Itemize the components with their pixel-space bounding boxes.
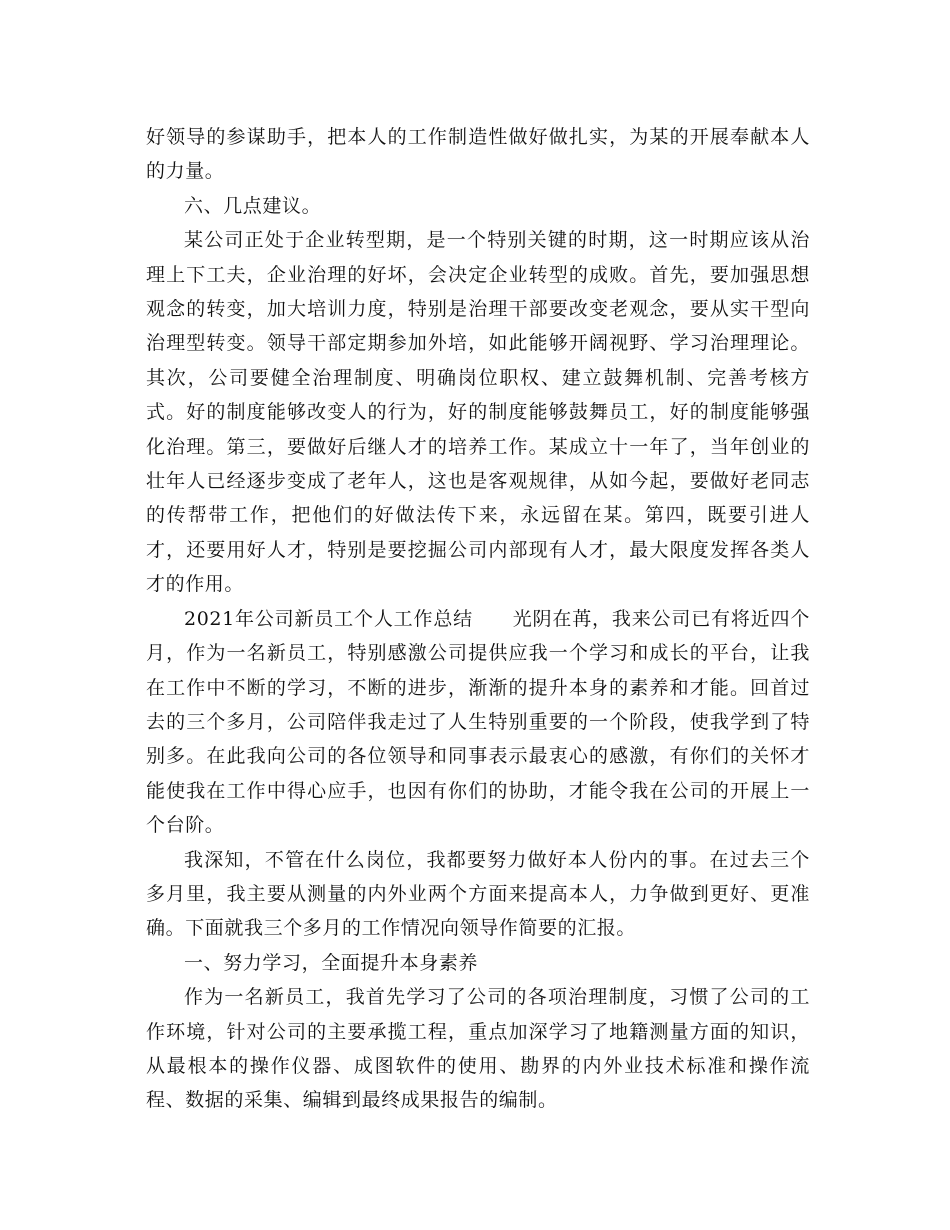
- paragraph-suggestions: 某公司正处于企业转型期，是一个特别关键的时期，这一时期应该从治理上下工夫，企业治理的好坏，会决定企业转型的成败。首先，要加强思想观念的转变，加大培训力度，特别是治理干部要改变老观念，要从实干型向治理型转变。领导干部定期参加外培，如此能够开阔视野、学习治理理论。其次，公司要健全治理制度、明确岗位职权、建立鼓舞机制、完善考核方式。好的制度能够改变人的行为，好的制度能够鼓舞员工，好的制度能够强化治理。第三，要做好后继人才的培养工作。某成立十一年了，当年创业的壮年人已经逐步变成了老年人，这也是客观规律，从如今起，要做好老同志的传帮带工作，把他们的好做法传下来，永远留在某。第四，既要引进人才，还要用好人才，特别是要挖掘公司内部现有人才，最大限度发挥各类人才的作用。: [146, 229, 810, 596]
- paragraph-summary-intro: 2021年公司新员工个人工作总结 光阴在苒，我来公司已有将近四个月，作为一名新员工，特别感激公司提供应我一个学习和成长的平台，让我在工作中不断的学习，不断的进步，渐渐的提升本身的素养和才能。回首过去的三个多月，公司陪伴我走过了人生特别重要的一个阶段，使我学到了特别多。在此我向公司的各位领导和同事表示最衷心的感激，有你们的关怀才能使我在工作中得心应手，也因有你们的协助，才能令我在公司的开展上一个台阶。: [146, 607, 810, 837]
- paragraph-continuation: 好领导的参谋助手，把本人的工作制造性做好做扎实，为某的开展奉献本人的力量。: [146, 126, 810, 183]
- paragraph-study: 作为一名新员工，我首先学习了公司的各项治理制度，习惯了公司的工作环境，针对公司的主要承揽工程，重点加深学习了地籍测量方面的知识，从最根本的操作仪器、成图软件的使用、勘界的内外业技术标准和操作流程、数据的采集、编辑到最终成果报告的编制。: [146, 986, 810, 1112]
- section-heading-study: 一、努力学习，全面提升本身素养: [184, 951, 479, 974]
- document-body: [146, 120, 810, 1118]
- paragraph-duty: 我深知，不管在什么岗位，我都要努力做好本人份内的事。在过去三个多月里，我主要从测量的内外业两个方面来提高本人，力争做到更好、更准确。下面就我三个多月的工作情况向领导作简要的汇报。: [146, 848, 810, 940]
- section-heading-suggestions: 六、几点建议。: [184, 194, 322, 217]
